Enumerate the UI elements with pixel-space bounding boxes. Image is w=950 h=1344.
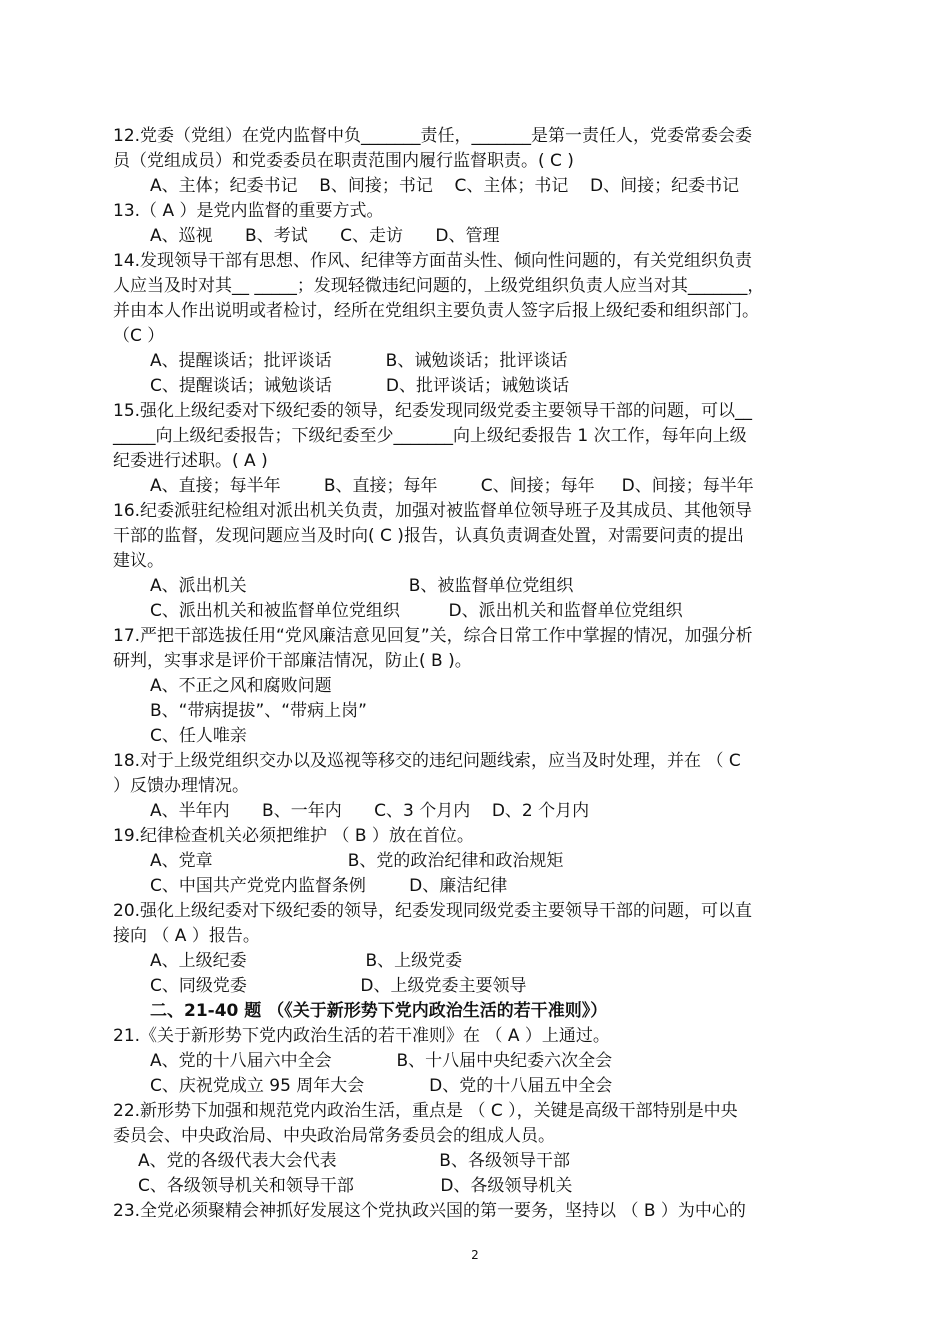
question-15-line-2: _____向上级纪委报告；下级纪委至少_______向上级纪委报告 1 次工作，每年向上级 — [113, 426, 747, 446]
question-15-line-3: 纪委进行述职。( A ) — [113, 451, 268, 471]
question-22-options-cd: C、各级领导机关和领导干部 D、各级领导机关 — [138, 1176, 573, 1196]
question-12-line-1: 12.党委（党组）在党内监督中负_______责任，_______是第一责任人，党委常委会委 — [113, 126, 753, 146]
question-16-options-ab: A、派出机关 B、被监督单位党组织 — [150, 576, 574, 596]
question-16-options-cd: C、派出机关和被监督单位党组织 D、派出机关和监督单位党组织 — [150, 601, 683, 621]
question-14-line-1: 14.发现领导干部有思想、作风、纪律等方面苗头性、倾向性问题的，有关党组织负责 — [113, 251, 753, 271]
question-18-line-2: ）反馈办理情况。 — [113, 776, 249, 796]
question-13-options: A、巡视 B、考试 C、走访 D、管理 — [150, 226, 500, 246]
page-number: 2 — [471, 1248, 479, 1262]
question-15-options: A、直接；每半年 B、直接；每年 C、间接；每年 D、间接；每半年 — [150, 476, 754, 496]
question-17-option-a: A、不正之风和腐败问题 — [150, 676, 332, 696]
question-12-options: A、主体；纪委书记 B、间接；书记 C、主体；书记 D、间接；纪委书记 — [150, 176, 740, 196]
question-16-line-1: 16.纪委派驻纪检组对派出机关负责，加强对被监督单位领导班子及其成员、其他领导 — [113, 501, 753, 521]
question-20-line-1: 20.强化上级纪委对下级纪委的领导，纪委发现同级党委主要领导干部的问题，可以直 — [113, 901, 753, 921]
question-17-option-b: B、“带病提拔”、“带病上岗” — [150, 701, 367, 721]
question-15-line-1: 15.强化上级纪委对下级纪委的领导，纪委发现同级党委主要领导干部的问题，可以__ — [113, 401, 753, 421]
question-17-option-c: C、任人唯亲 — [150, 726, 247, 746]
question-18-options: A、半年内 B、一年内 C、3 个月内 D、2 个月内 — [150, 801, 590, 821]
question-12-line-2: 员（党组成员）和党委委员在职责范围内履行监督职责。( C ) — [113, 151, 574, 171]
question-20-options-ab: A、上级纪委 B、上级党委 — [150, 951, 463, 971]
section-heading: 二、21-40 题 （《关于新形势下党内政治生活的若干准则》） — [150, 1001, 608, 1021]
question-19-options-cd: C、中国共产党党内监督条例 D、廉洁纪律 — [150, 876, 508, 896]
question-17-line-2: 研判，实事求是评价干部廉洁情况，防止( B )。 — [113, 651, 472, 671]
question-21-options-ab: A、党的十八届六中全会 B、十八届中央纪委六次全会 — [150, 1051, 613, 1071]
question-14-options-ab: A、提醒谈话；批评谈话 B、诫勉谈话；批评谈话 — [150, 351, 568, 371]
question-19: 19.纪律检查机关必须把维护 （ B ）放在首位。 — [113, 826, 474, 846]
question-19-options-ab: A、党章 B、党的政治纪律和政治规矩 — [150, 851, 564, 871]
question-22-options-ab: A、党的各级代表大会代表 B、各级领导干部 — [138, 1151, 570, 1171]
question-14-options-cd: C、提醒谈话；诫勉谈话 D、批评谈话；诫勉谈话 — [150, 376, 569, 396]
question-20-options-cd: C、同级党委 D、上级党委主要领导 — [150, 976, 527, 996]
question-14-line-2: 人应当及时对其__ _____；发现轻微违纪问题的，上级党组织负责人应当对其_______， — [113, 276, 765, 296]
question-13: 13.（ A ）是党内监督的重要方式。 — [113, 201, 384, 221]
question-23-line-1: 23.全党必须聚精会神抓好发展这个党执政兴国的第一要务，坚持以 （ B ）为中心的 — [113, 1201, 746, 1221]
question-20-line-2: 接向 （ A ）报告。 — [113, 926, 260, 946]
question-22-line-1: 22.新形势下加强和规范党内政治生活，重点是 （ C ），关键是高级干部特别是中央 — [113, 1101, 738, 1121]
question-22-line-2: 委员会、中央政治局、中央政治局常务委员会的组成人员。 — [113, 1126, 555, 1146]
question-21-options-cd: C、庆祝党成立 95 周年大会 D、党的十八届五中全会 — [150, 1076, 613, 1096]
question-21: 21.《关于新形势下党内政治生活的若干准则》在 （ A ）上通过。 — [113, 1026, 610, 1046]
question-14-answer: （C ） — [113, 326, 165, 346]
question-16-line-2: 干部的监督，发现问题应当及时向( C )报告，认真负责调查处置，对需要问责的提出 — [113, 526, 744, 546]
question-14-line-3: 并由本人作出说明或者检讨，经所在党组织主要负责人签字后报上级纪委和组织部门。 — [113, 301, 759, 321]
question-17-line-1: 17.严把干部选拔任用“党风廉洁意见回复”关，综合日常工作中掌握的情况，加强分析 — [113, 626, 753, 646]
question-18-line-1: 18.对于上级党组织交办以及巡视等移交的违纪问题线索，应当及时处理，并在 （ C — [113, 751, 741, 771]
question-16-line-3: 建议。 — [113, 551, 164, 571]
